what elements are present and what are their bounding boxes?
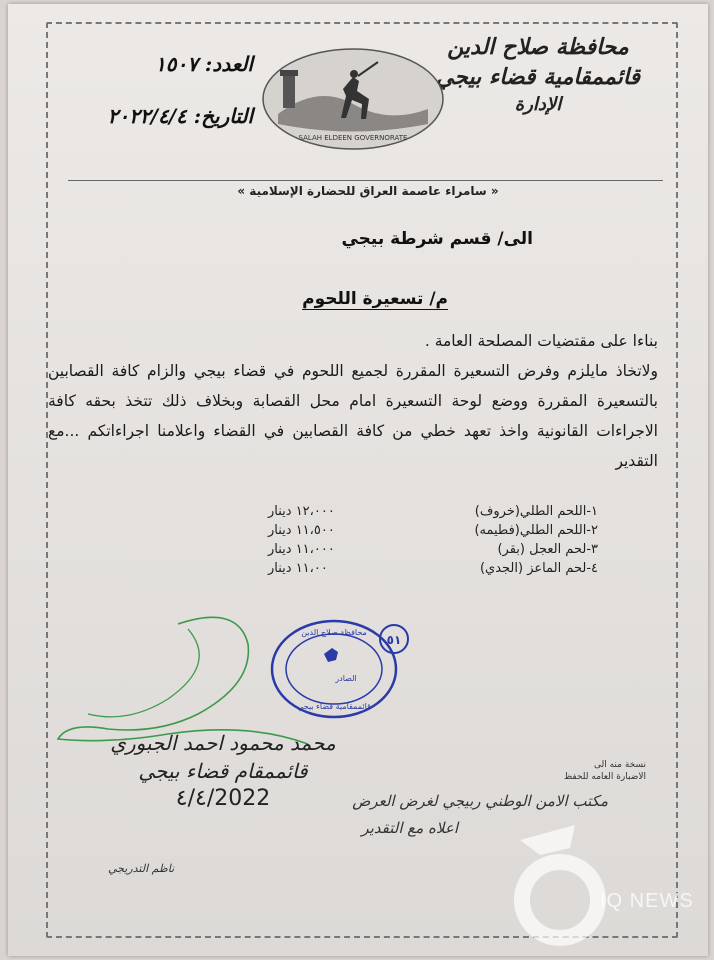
price-row <box>268 540 598 559</box>
price-row <box>268 502 598 521</box>
price-value: ١١،٠٠ دينار <box>268 561 328 576</box>
handwritten-note: مكتب الامن الوطني ربيجي لغرض العرض <box>352 792 608 810</box>
body-paragraph-2: ولاتخاذ مايلزم وفرض التسعيرة المقررة لجميع اللحوم في قضاء بيجي والزام كافة القصابين بالتسعيرة المقررة ووضع لوحة التسعيرة امام محل القصابة وبخلاف ذلك تتخذ بحقه كافة الاجراءات القانونية واخذ تعهد خطي من كافة القصابين في القضاء واعلامنا اجراءاتكم ...مع التقدير <box>48 362 658 470</box>
price-item: ٤-لحم الماعز (الجدي) <box>479 561 598 576</box>
date-label: التاريخ: <box>193 104 253 128</box>
price-row <box>268 521 598 540</box>
stamp-badge: ٥١ <box>386 633 402 647</box>
price-value: ١١،٠٠٠ دينار <box>268 542 335 557</box>
subject <box>302 289 448 309</box>
subject-text: م/ تسعيرة اللحوم <box>302 289 448 309</box>
letter-body <box>48 326 658 476</box>
price-row <box>268 559 598 578</box>
governorate-logo-icon <box>258 44 448 154</box>
department-name: الإدارة <box>514 94 562 115</box>
addressee: الى/ قسم شرطة بيجي <box>341 229 533 249</box>
stamp-inner-text: قائممقامية قضاء بيجي <box>297 702 371 711</box>
copy-heading: نسخة منه الى <box>594 760 646 770</box>
initials: ناظم التدريجي <box>108 862 175 875</box>
price-item: ١-اللحم الطلي(خروف) <box>474 504 598 519</box>
header-right <box>428 34 648 115</box>
number-label: العدد: <box>204 52 253 76</box>
copy-to <box>526 759 646 783</box>
number-line <box>68 52 253 76</box>
watermark-text: IQ NEWS <box>600 890 694 912</box>
price-item: ٣-لحم العجل (بقر) <box>497 542 598 557</box>
logo-caption: SALAH ELDEEN GOVERNORATE <box>298 134 408 142</box>
signature-block <box>108 729 338 813</box>
price-list <box>268 502 598 578</box>
signatory-title: قائممقام قضاء بيجي <box>138 759 308 783</box>
price-value: ١٢،٠٠٠ دينار <box>268 504 335 519</box>
price-value: ١١،٥٠٠ دينار <box>268 523 335 538</box>
price-item: ٢-اللحم الطلي(فطيمه) <box>474 523 598 538</box>
handwritten-closing: اعلاه مع التقدير <box>361 819 458 837</box>
number-value: ١٥٠٧ <box>154 52 198 76</box>
body-paragraph-1: بناءا على مقتضيات المصلحة العامة . <box>424 332 658 350</box>
watermark-logo-icon <box>480 800 710 950</box>
governorate-name: محافظة صلاح الدين <box>447 34 629 60</box>
motto: « سامراء عاصمة العراق للحضارة الإسلامية » <box>237 184 499 198</box>
date-line <box>68 104 253 128</box>
stamp-outer-text: محافظة صلاح الدين <box>301 628 367 637</box>
header-divider <box>68 180 663 181</box>
copy-item: الاضبارة العامه للحفظ <box>563 772 646 782</box>
stamp-mark: الصادر <box>335 674 357 683</box>
date-value: ٢٠٢٢/٤/٤ <box>107 104 187 128</box>
district-name: قائممقامية قضاء بيجي <box>435 64 641 90</box>
official-stamp-icon <box>266 609 416 729</box>
signatory-name: محمد محمود احمد الجبوري <box>110 731 336 755</box>
header-left <box>68 52 253 156</box>
signature-date: 2022/٤/٤ <box>175 786 271 811</box>
